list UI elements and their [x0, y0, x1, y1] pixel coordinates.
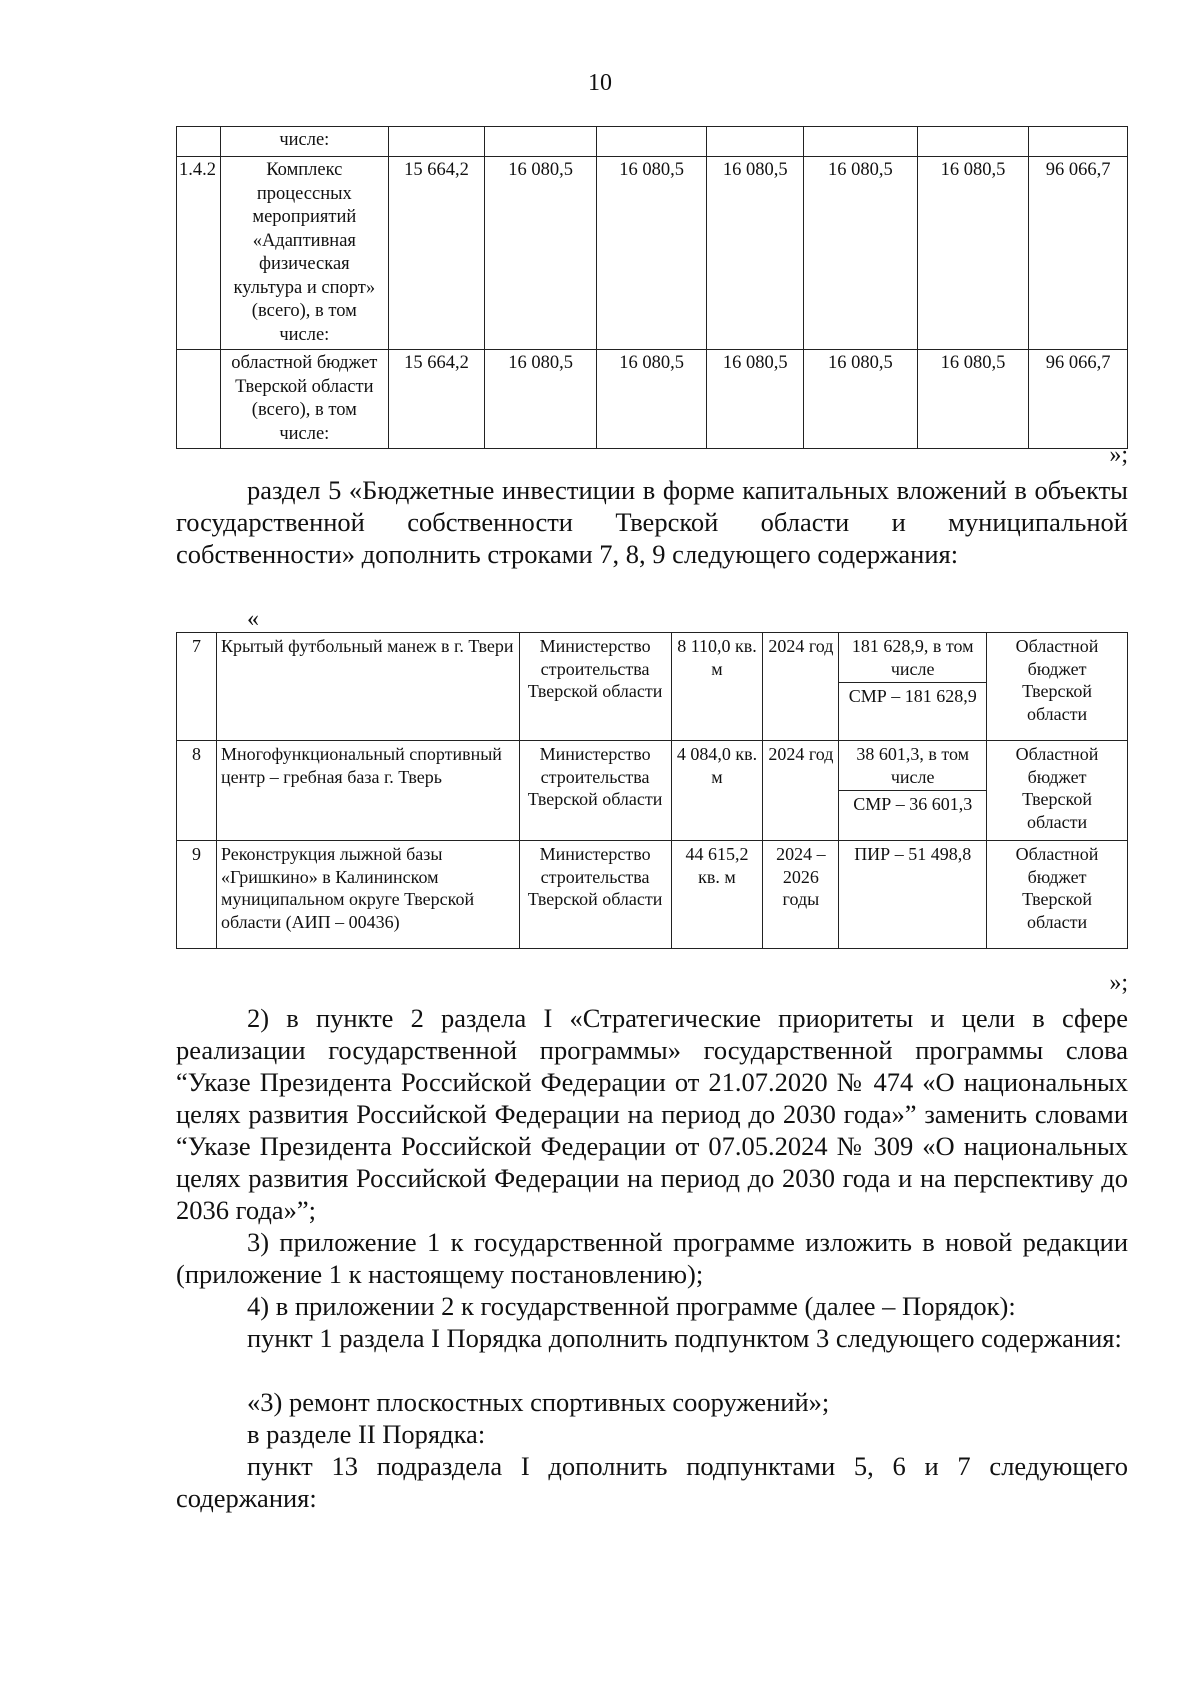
paragraph-5: пункт 1 раздела I Порядка дополнить подпунктом 3 следующего содержания:	[247, 1323, 1122, 1353]
value-cell: 16 080,5	[485, 350, 597, 449]
table-row	[177, 741, 1128, 791]
year-cell: 2024 – 2026 годы	[763, 841, 839, 949]
cost-cell: ПИР – 51 498,8	[839, 841, 987, 949]
paragraph-section5: раздел 5 «Бюджетные инвестиции в форме капитальных вложений в объекты государственной собственности Тверской области и муниципальной собственности» дополнить строками 7, 8, 9 следующего содержания:	[176, 475, 1128, 569]
year-cell: 2024 год	[763, 633, 839, 741]
ministry-cell: Министерство строительства Тверской области	[519, 841, 671, 949]
row-number: 1.4.2	[177, 157, 221, 350]
value-cell: 16 080,5	[917, 350, 1029, 449]
row-number: 8	[177, 741, 217, 841]
value-cell: 16 080,5	[804, 350, 918, 449]
area-cell: 44 615,2 кв. м	[671, 841, 763, 949]
investment-table	[176, 632, 1128, 949]
paragraph-3: 3) приложение 1 к государственной программе изложить в новой редакции (приложение 1 к настоящему постановлению);	[176, 1227, 1128, 1289]
cost-cell: 38 601,3, в том числе	[839, 741, 987, 791]
table-row	[177, 841, 1128, 949]
paragraph-8: пункт 13 подраздела I дополнить подпунктами 5, 6 и 7 следующего содержания:	[176, 1451, 1128, 1513]
object-name: Крытый футбольный манеж в г. Твери	[216, 633, 519, 741]
object-name: Многофункциональный спортивный центр – гребная база г. Тверь	[216, 741, 519, 841]
source-cell: Областной бюджет Тверской области	[987, 633, 1128, 741]
object-name: Реконструкция лыжной базы «Гришкино» в Калининском муниципальном округе Тверской области (АИП – 00436)	[216, 841, 519, 949]
value-cell: 16 080,5	[707, 157, 804, 350]
page-number: 10	[588, 70, 612, 96]
value-cell: 15 664,2	[388, 350, 485, 449]
value-cell: 16 080,5	[917, 157, 1029, 350]
table-row	[177, 157, 1128, 350]
value-cell: 15 664,2	[388, 157, 485, 350]
value-cell: 16 080,5	[596, 350, 707, 449]
row-number	[177, 350, 221, 449]
value-cell: 96 066,7	[1029, 350, 1128, 449]
paragraph-4: 4) в приложении 2 к государственной программе (далее – Порядок):	[247, 1291, 1016, 1321]
table-row	[177, 350, 1128, 449]
source-cell: Областной бюджет Тверской области	[987, 741, 1128, 841]
row-name: числе:	[221, 127, 389, 157]
funding-table	[176, 126, 1128, 449]
cost-detail-cell: СМР – 36 601,3	[839, 791, 987, 841]
ministry-cell: Министерство строительства Тверской области	[519, 633, 671, 741]
cost-detail-cell: СМР – 181 628,9	[839, 683, 987, 741]
value-cell: 96 066,7	[1029, 157, 1128, 350]
table-row	[177, 127, 1128, 157]
paragraph-7: в разделе II Порядка:	[247, 1419, 486, 1449]
value-cell: 16 080,5	[804, 157, 918, 350]
row-name: Комплекс процессных мероприятий «Адаптивная физическая культура и спорт» (всего), в том числе:	[221, 157, 389, 350]
paragraph-6: «3) ремонт плоскостных спортивных сооружений»;	[247, 1387, 830, 1417]
opening-quote: «	[247, 606, 259, 632]
ministry-cell: Министерство строительства Тверской области	[519, 741, 671, 841]
value-cell: 16 080,5	[596, 157, 707, 350]
cost-cell: 181 628,9, в том числе	[839, 633, 987, 683]
paragraph-2: 2) в пункте 2 раздела I «Стратегические приоритеты и цели в сфере реализации государственной программы» государственной программы слова “Указе Президента Российской Федерации от 21.07.2020 № 474 «О национальных целях развития Российской Федерации на период до 2030 года»” заменить словами “Указе Президента Российской Федерации от 07.05.2024 № 309 «О национальных целях развития Российской Федерации на период до 2030 года и на перспективу до 2036 года»”;	[176, 1003, 1128, 1225]
table-row	[177, 633, 1128, 683]
row-number: 7	[177, 633, 217, 741]
row-name: областной бюджет Тверской области (всего), в том числе:	[221, 350, 389, 449]
area-cell: 8 110,0 кв. м	[671, 633, 763, 741]
year-cell: 2024 год	[763, 741, 839, 841]
value-cell: 16 080,5	[707, 350, 804, 449]
area-cell: 4 084,0 кв. м	[671, 741, 763, 841]
source-cell: Областной бюджет Тверской области	[987, 841, 1128, 949]
row-number: 9	[177, 841, 217, 949]
closing-quote: »;	[1109, 442, 1128, 468]
closing-quote: »;	[1109, 970, 1128, 996]
value-cell: 16 080,5	[485, 157, 597, 350]
